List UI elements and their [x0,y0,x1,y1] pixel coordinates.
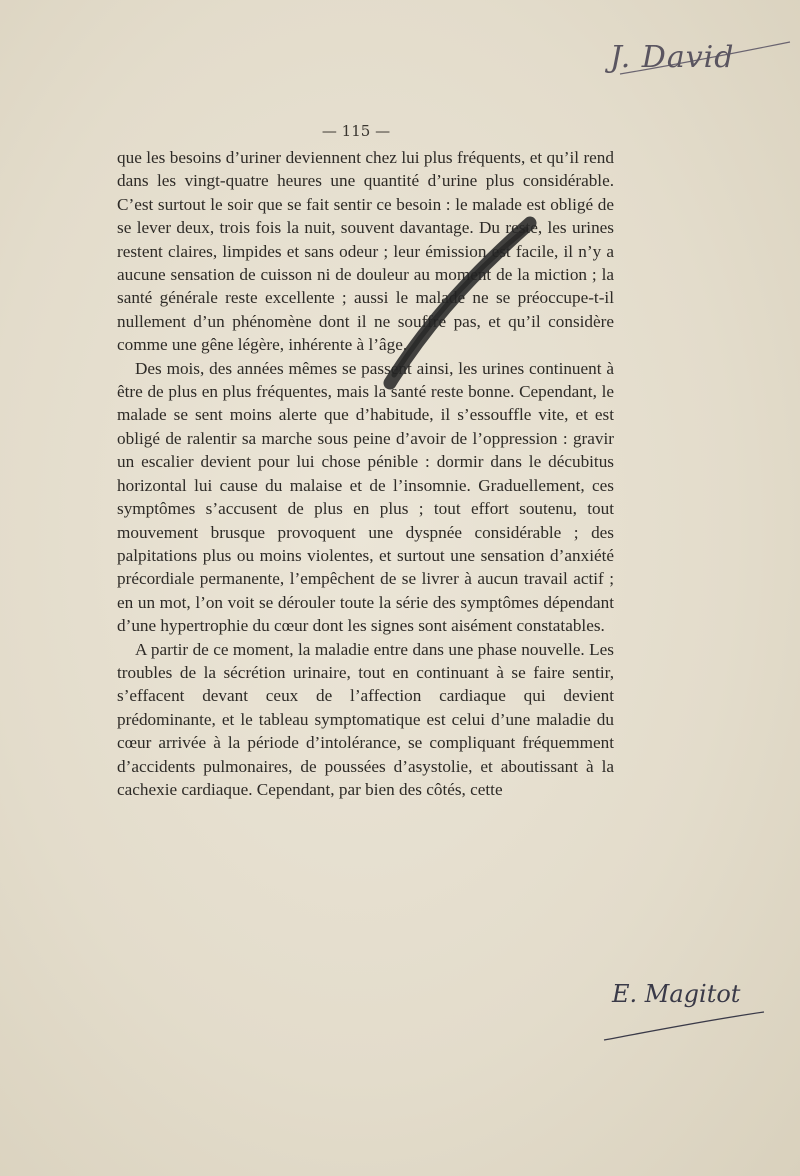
body-text [117,146,614,801]
paragraph-2: Des mois, des années mêmes se passent ainsi, les urines continuent à être de plus en plus fréquentes, mais la santé reste bonne. Cependant, le malade se sent moins alerte que d’habitude, il s’essouffle vite, et est obligé de ralentir sa marche sous peine d’avoir de l’oppression : gravir un escalier devient pour lui chose pénible : dormir dans le décubitus horizontal lui cause du malaise et de l’insomnie. Graduellement, ces symptômes s’accusent de plus en plus ; tout effort soutenu, tout mouvement brusque provoquent une dyspnée considérable ; des palpitations plus ou moins violentes, et surtout une sensation d’anxiété précordiale permanente, l’empêchent de se livrer à aucun travail actif ; en un mot, l’on voit se dérouler toute la série des symptômes dépendant d’une hypertrophie du cœur dont les signes sont aisément constatables. [117,358,614,636]
paragraph-3: A partir de ce moment, la maladie entre dans une phase nouvelle. Les troubles de la sécrétion urinaire, tout en continuant à se faire sentir, s’effacent devant ceux de l’affection cardiaque qui devient prédominante, et le tableau symptomatique est celui d’une maladie du cœur arrivée à la période d’intolérance, se compliquant fréquemment d’accidents pulmonaires, de poussées d’asystolie, et aboutissant à la cachexie cardiaque. Cependant, par bien des côtés, cette [117,639,614,799]
paragraph-1: que les besoins d’uriner deviennent chez lui plus fréquents, et qu’il rend dans les vingt-quatre heures une quantité d’urine plus considérable. C’est surtout le soir que se fait sentir ce besoin : le malade est obligé de se lever deux, trois fois la nuit, souvent davantage. Du reste, les urines restent claires, limpides et sans odeur ; leur émission est facile, il n’y a aucune sensation de cuisson ni de douleur au moment de la miction ; la santé générale reste excellente ; aussi le malade ne se préoccupe-t-il nullement d’un phénomène dont il ne souffre pas, et qu’il considère comme une gêne légère, inhérente à l’âge. [117,148,614,355]
handwritten-signature: E. Magitot [612,980,741,1008]
page-number: — 115 — [321,122,391,140]
handwritten-annotation: J. David [610,40,735,75]
